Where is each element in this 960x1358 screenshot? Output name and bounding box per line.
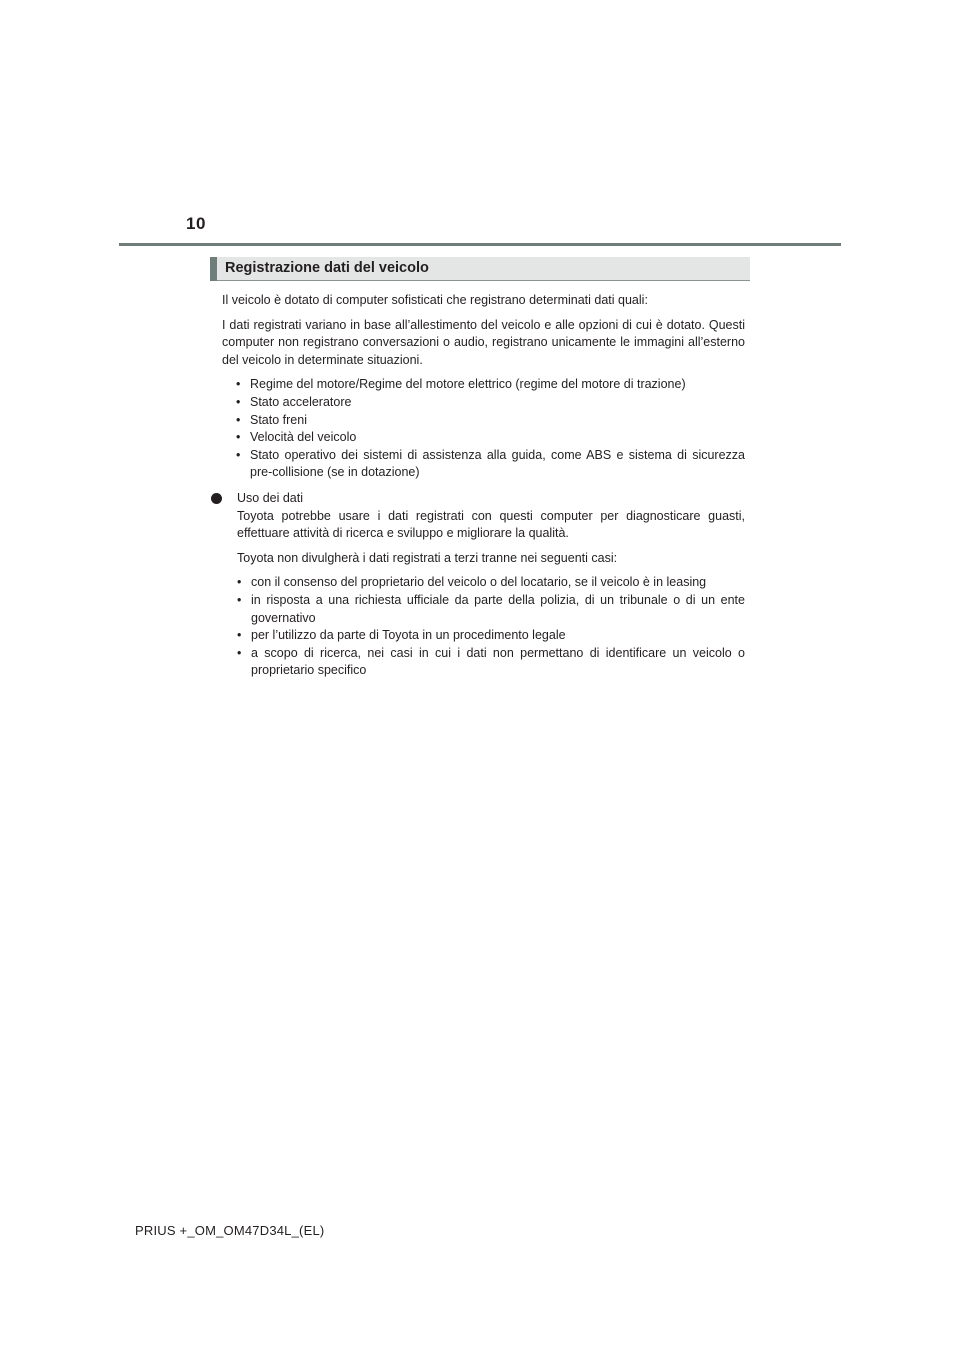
bullet-icon: • [236,430,241,445]
intro-paragraph: Il veicolo è dotato di computer sofisticati che registrano determinati dati quali: [222,293,648,307]
bullet-icon: • [237,575,242,590]
list-item: • Regime del motore/Regime del motore elettrico (regime del motore di trazione) [236,376,745,394]
list-item: • Stato freni [236,412,745,430]
usage-paragraph: Toyota potrebbe usare i dati registrati con questi computer per diagnosticare guasti, effettuare attività di ricerca e sviluppo e migliorare la qualità. [237,508,745,541]
disclosure-intro: Toyota non divulgherà i dati registrati a terzi tranne nei seguenti casi: [237,550,618,565]
bullet-icon: • [236,412,241,427]
bullet-icon: • [237,628,242,643]
document-code: PRIUS +_OM_OM47D34L_(EL) [135,1223,325,1238]
list-item: • Stato acceleratore [236,394,745,412]
section-title: Registrazione dati del veicolo [225,260,429,276]
section-body [222,292,745,688]
bullet-icon: • [236,394,241,409]
bullet-icon: • [237,645,242,660]
list-item: • a scopo di ricerca, nei casi in cui i dati non permettano di identificare un veicolo o proprietario specifico [237,645,745,678]
filled-circle-icon [211,493,222,504]
list-item: • in risposta a una richiesta ufficiale da parte della polizia, di un tribunale o di un ente governativo [237,592,745,625]
section-heading-bar [210,257,217,281]
list-item: • per l’utilizzo da parte di Toyota in un procedimento legale [237,627,745,645]
header-divider [119,243,841,246]
list-item: • Velocità del veicolo [236,429,745,447]
bullet-icon: • [237,592,242,607]
disclosure-cases-list [237,574,745,680]
recorded-data-list [222,376,745,482]
usage-heading: Uso dei dati [237,490,304,505]
list-item: • Stato operativo dei sistemi di assistenza alla guida, come ABS e sistema di sicurezza pre-collisione (se in dotazione) [236,447,745,480]
description-paragraph: I dati registrati variano in base all’allestimento del veicolo e alle opzioni di cui è dotato. Questi computer non registrano conversazioni o audio, registrano unicamente le immagini all’esterno del veicolo in determinate situazioni. [222,317,745,367]
bullet-icon: • [236,377,241,392]
page-number: 10 [186,214,206,233]
section-heading [210,257,750,281]
bullet-icon: • [236,447,241,462]
data-usage-block [222,490,745,680]
list-item: • con il consenso del proprietario del veicolo o del locatario, se il veicolo è in leasing [237,574,745,592]
